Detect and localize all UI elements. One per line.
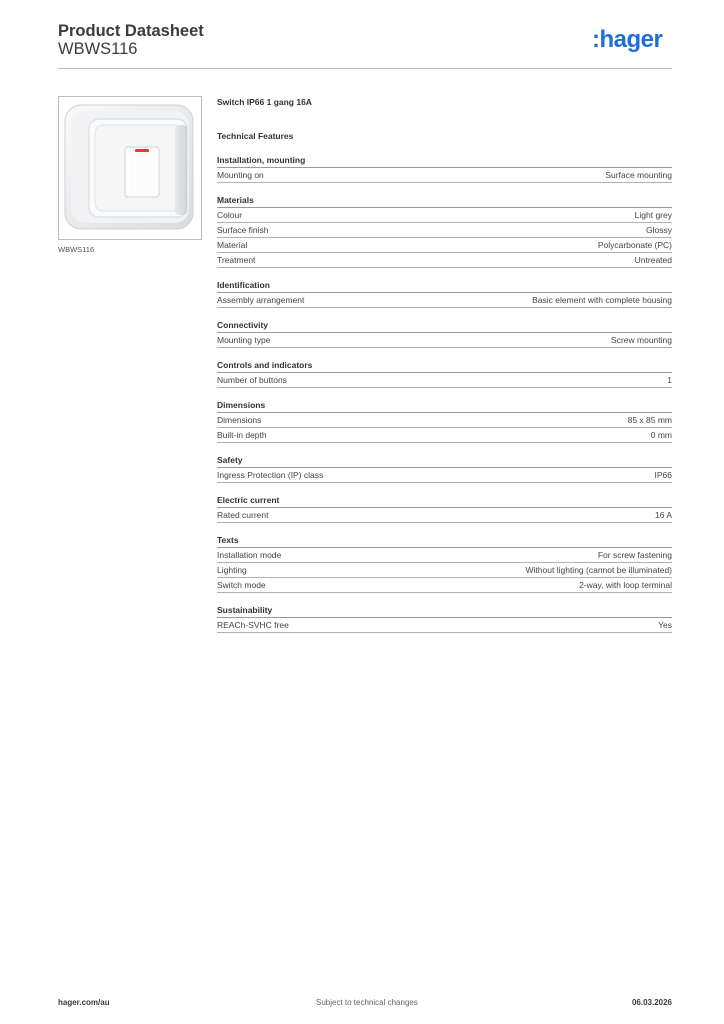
feature-section (217, 194, 672, 268)
feature-label: Treatment (217, 255, 256, 265)
feature-label: Switch mode (217, 580, 266, 590)
feature-value: Without lighting (cannot be illuminated) (525, 565, 672, 575)
image-caption: WBWS116 (58, 245, 95, 254)
footer-notice: Subject to technical changes (316, 998, 418, 1007)
feature-row (217, 253, 672, 268)
technical-features-heading: Technical Features (217, 131, 294, 141)
feature-row (217, 578, 672, 593)
feature-value: 85 x 85 mm (627, 415, 672, 425)
feature-section (217, 399, 672, 443)
feature-label: Installation mode (217, 550, 282, 560)
section-title: Connectivity (217, 319, 672, 333)
section-title: Electric current (217, 494, 672, 508)
feature-label: Material (217, 240, 248, 250)
product-image (58, 96, 202, 240)
feature-section (217, 604, 672, 633)
feature-label: Ingress Protection (IP) class (217, 470, 324, 480)
section-title: Sustainability (217, 604, 672, 618)
footer-date: 06.03.2026 (631, 998, 672, 1007)
feature-row (217, 333, 672, 348)
feature-row (217, 223, 672, 238)
indicator-mark (135, 149, 149, 152)
feature-value: 16 A (654, 510, 672, 520)
feature-section (217, 154, 672, 183)
feature-section (217, 454, 672, 483)
section-title: Safety (217, 454, 672, 468)
feature-value: Polycarbonate (PC) (597, 240, 672, 250)
feature-section (217, 359, 672, 388)
feature-value: 0 mm (650, 430, 672, 440)
feature-row (217, 413, 672, 428)
feature-label: REACh-SVHC free (217, 620, 289, 630)
product-code: WBWS116 (58, 40, 138, 58)
header-divider (58, 68, 672, 69)
product-name: Switch IP66 1 gang 16A (217, 97, 312, 107)
feature-row (217, 618, 672, 633)
feature-row (217, 208, 672, 223)
section-title: Materials (217, 194, 672, 208)
feature-value: For screw fastening (597, 550, 672, 560)
feature-row (217, 428, 672, 443)
feature-value: Untreated (634, 255, 672, 265)
section-title: Controls and indicators (217, 359, 672, 373)
feature-label: Mounting type (217, 335, 271, 345)
section-title: Dimensions (217, 399, 672, 413)
feature-label: Dimensions (217, 415, 262, 425)
feature-label: Assembly arrangement (217, 295, 305, 305)
feature-section (217, 279, 672, 308)
feature-value: Yes (658, 620, 672, 630)
feature-row (217, 563, 672, 578)
feature-row (217, 168, 672, 183)
feature-value: Surface mounting (605, 170, 672, 180)
hager-logo: :hager (592, 26, 663, 53)
feature-row (217, 508, 672, 523)
feature-value: 1 (667, 375, 672, 385)
feature-row (217, 293, 672, 308)
feature-label: Lighting (217, 565, 247, 575)
feature-label: Built-in depth (217, 430, 267, 440)
feature-value: Basic element with complete housing (532, 295, 672, 305)
feature-section (217, 494, 672, 523)
feature-sections (217, 154, 672, 633)
feature-label: Surface finish (217, 225, 269, 235)
feature-label: Rated current (217, 510, 269, 520)
feature-row (217, 468, 672, 483)
feature-value: Glossy (646, 225, 672, 235)
footer-website: hager.com/au (58, 998, 110, 1007)
section-title: Texts (217, 534, 672, 548)
feature-label: Mounting on (217, 170, 264, 180)
feature-label: Colour (217, 210, 243, 220)
feature-row (217, 548, 672, 563)
feature-section (217, 319, 672, 348)
feature-label: Number of buttons (217, 375, 287, 385)
feature-value: Light grey (634, 210, 672, 220)
datasheet-content (217, 95, 672, 633)
switch-illustration (59, 97, 201, 239)
feature-value: 2-way, with loop terminal (579, 580, 672, 590)
page-title: Product Datasheet (58, 22, 204, 40)
feature-value: Screw mounting (611, 335, 672, 345)
section-title: Identification (217, 279, 672, 293)
feature-section (217, 534, 672, 593)
feature-row (217, 373, 672, 388)
section-title: Installation, mounting (217, 154, 672, 168)
feature-value: IP66 (654, 470, 672, 480)
feature-row (217, 238, 672, 253)
